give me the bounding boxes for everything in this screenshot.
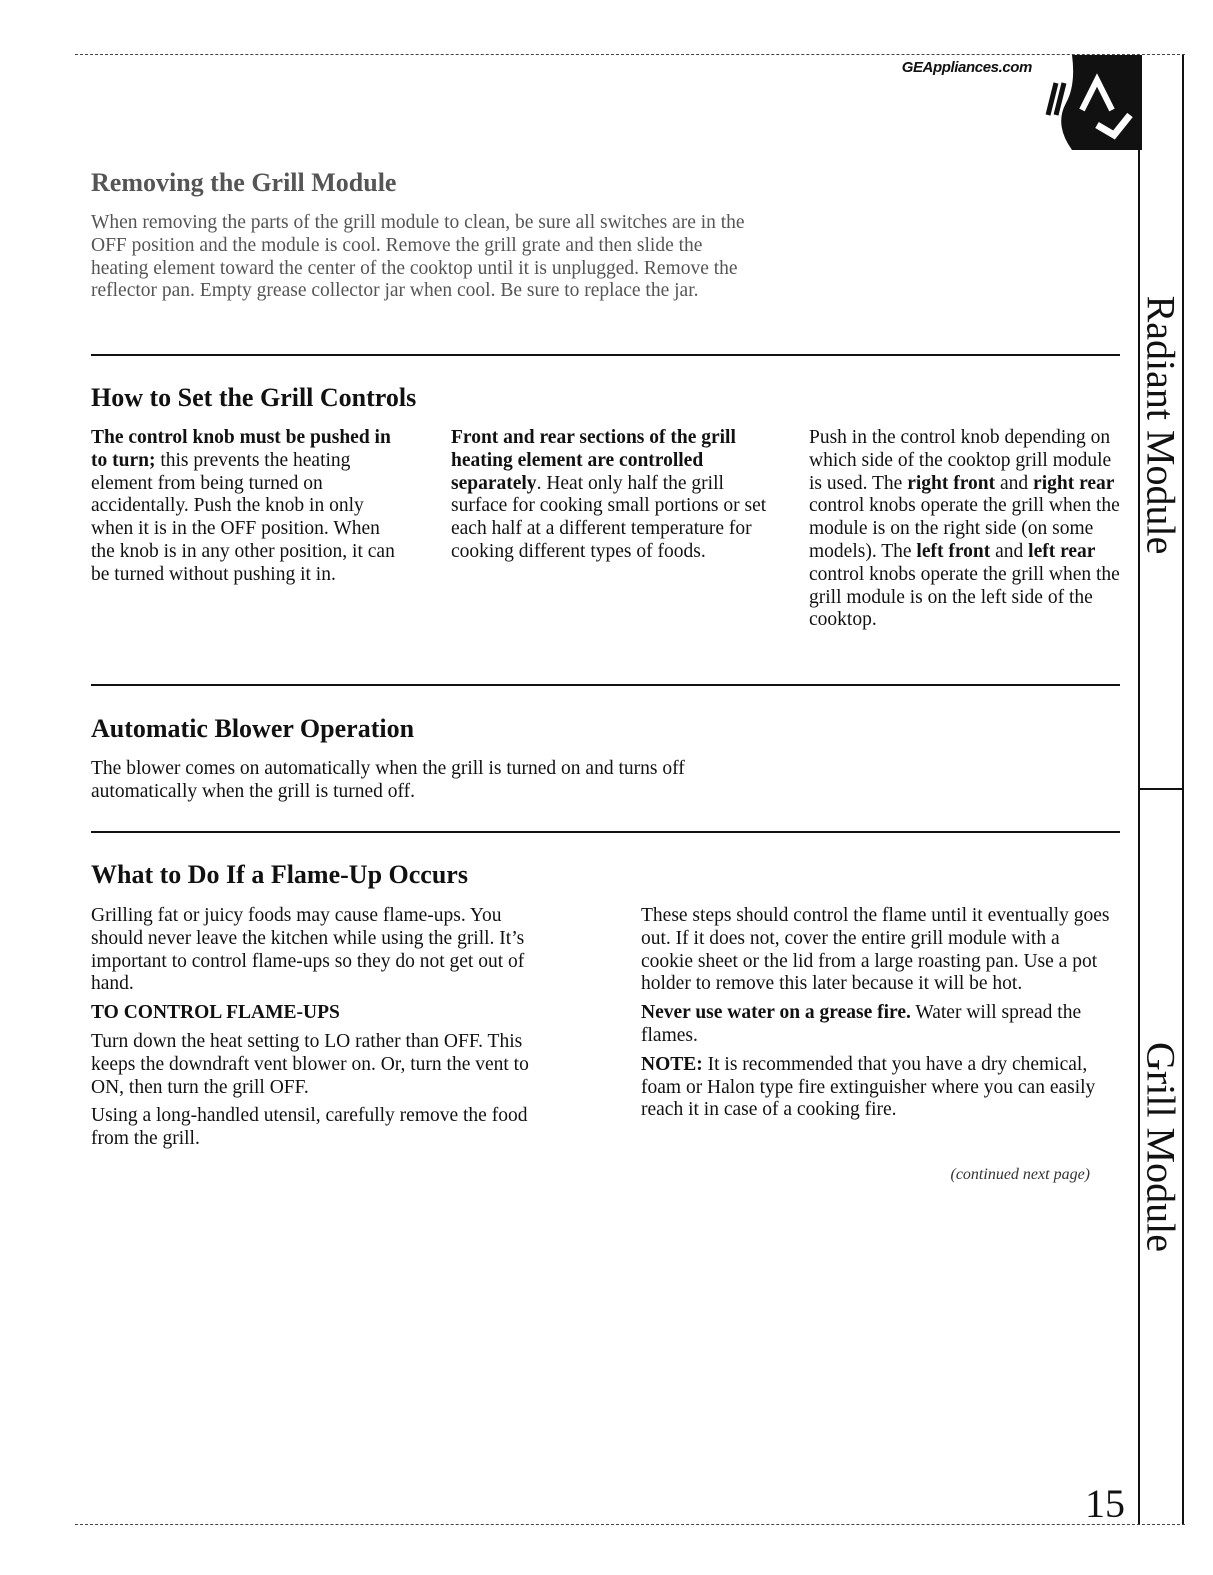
right-rear-label: right rear — [1033, 472, 1115, 494]
note-label: NOTE: — [641, 1053, 703, 1075]
flame-right-column — [641, 905, 1116, 1128]
blower-heading: Automatic Blower Operation — [91, 714, 415, 743]
flame-left-p3: Using a long-handled utensil, carefully remove the food from the grill. — [91, 1105, 528, 1150]
ge-logo — [1042, 55, 1142, 150]
controls-col1-bold: The control knob must be pushed in to turn; — [91, 427, 391, 471]
flame-left-column — [91, 905, 551, 1157]
warning-bold: Never use water on a grease fire. — [641, 1002, 911, 1024]
website-url: GEAppliances.com — [901, 59, 1032, 76]
sidebar-divider — [1138, 788, 1184, 790]
tab-radiant-module: Radiant Module — [1138, 295, 1184, 555]
removing-body — [91, 212, 756, 309]
controls-heading: How to Set the Grill Controls — [91, 383, 417, 412]
continued-note: (continued next page) — [950, 1166, 1090, 1183]
top-rule — [75, 54, 1185, 55]
controls-col3-text-c: and — [995, 472, 1034, 494]
flame-right-p1: These steps should control the flame until it eventually goes out. If it does not, cover the entire grill module with a cookie sheet or the lid from a large roasting pan. Use a pot holder to remove this later because it will be hot. — [641, 905, 1110, 995]
controls-col3-text-g: and — [990, 540, 1029, 562]
controls-col-1 — [91, 427, 406, 593]
left-front-label: left front — [916, 540, 991, 562]
warning-text: Water will spread the flames. — [641, 1002, 1082, 1046]
flame-heading: What to Do If a Flame-Up Occurs — [91, 860, 468, 889]
left-rear-label: left rear — [1028, 540, 1096, 562]
flame-left-p1: Grilling fat or juicy foods may cause flame-ups. You should never leave the kitchen while using the grill. It’s important to control flame-ups so they do not get out of hand. — [91, 905, 525, 995]
removing-text: When removing the parts of the grill module to clean, be sure all switches are in the OFF position and the module is cool. Remove the grill grate and then slide the heating element toward the center of the cooktop until it is unplugged. Remove the reflector pan. Empty grease collector jar when cool. Be sure to replace the jar. — [91, 212, 745, 302]
section-divider — [91, 684, 1120, 686]
bottom-rule — [75, 1524, 1185, 1525]
blower-text: The blower comes on automatically when the grill is turned on and turns off automatically when the grill is turned off. — [91, 758, 685, 802]
removing-heading: Removing the Grill Module — [91, 168, 397, 197]
controls-col3-text-a: Push in the control knob depending on which side of the cooktop grill module is used. The — [809, 427, 1112, 494]
controls-col-3 — [809, 427, 1129, 638]
blower-body — [91, 758, 751, 810]
flame-left-p2: Turn down the heat setting to LO rather than OFF. This keeps the downdraft vent blower on. Or, turn the vent to ON, then turn the grill OFF. — [91, 1030, 529, 1098]
right-front-label: right front — [907, 472, 996, 494]
controls-col2-text: . Heat only half the grill surface for cooking small portions or set each half at a different temperature for cooking different types of foods. — [451, 472, 767, 562]
controls-col2-bold: Front and rear sections of the grill heating element are controlled separately — [451, 427, 736, 494]
flame-subheading: TO CONTROL FLAME-UPS — [91, 1002, 340, 1024]
controls-col1-text: this prevents the heating element from being turned on accidentally. Push the knob in only when it is in the OFF position. When the knob is in any other position, it can be turned without pushing it in. — [91, 449, 395, 585]
page-number: 15 — [1085, 1481, 1125, 1526]
controls-col3-text-i: control knobs operate the grill when the grill module is on the left side of the cooktop. — [809, 563, 1120, 631]
section-sidebar — [1138, 55, 1184, 1525]
note-text: It is recommended that you have a dry chemical, foam or Halon type fire extinguisher where you can easily reach it in case of a cooking fire. — [641, 1053, 1096, 1121]
section-divider — [91, 831, 1120, 833]
section-divider — [91, 354, 1120, 356]
tab-grill-module: Grill Module — [1138, 1042, 1184, 1252]
controls-col3-text-e: control knobs operate the grill when the module is on the right side (on some models). The — [809, 495, 1120, 562]
controls-col-2 — [451, 427, 771, 570]
